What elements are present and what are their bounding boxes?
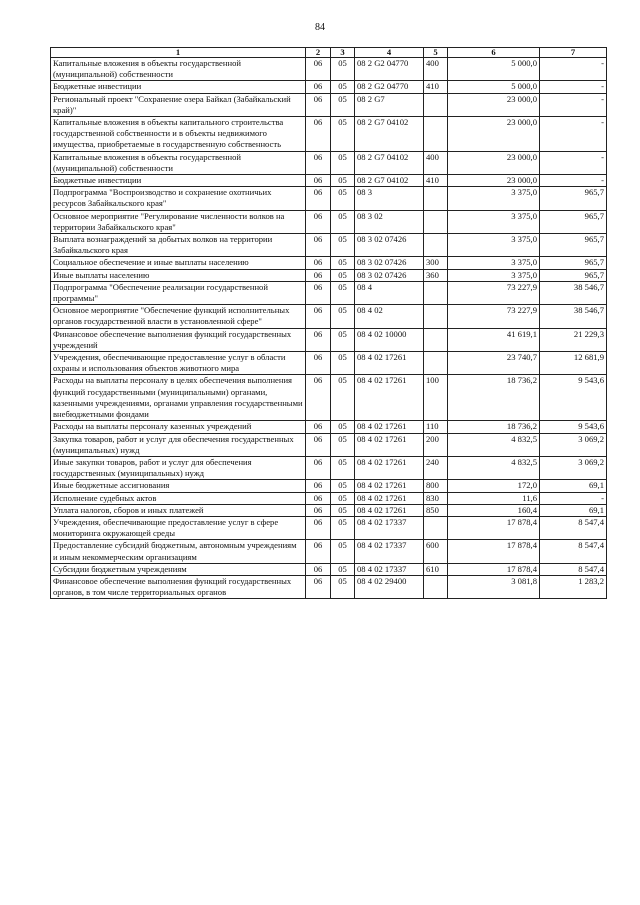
executed-amount-cell: 965,7 (540, 257, 607, 269)
row-name-cell: Исполнение судебных актов (51, 492, 306, 504)
row-name-cell: Бюджетные инвестиции (51, 175, 306, 187)
executed-amount-cell: 38 546,7 (540, 281, 607, 304)
section-code-cell: 06 (306, 151, 331, 174)
subsection-code-cell: 05 (331, 269, 355, 281)
table-row (51, 151, 607, 174)
table-row (51, 305, 607, 328)
target-article-cell: 08 4 02 17261 (355, 480, 424, 492)
target-article-cell: 08 4 02 17337 (355, 540, 424, 563)
column-header: 1 (51, 48, 306, 58)
target-article-cell: 08 4 02 17261 (355, 375, 424, 421)
executed-amount-cell: - (540, 175, 607, 187)
column-header: 2 (306, 48, 331, 58)
table-row (51, 93, 607, 116)
subsection-code-cell: 05 (331, 480, 355, 492)
target-article-cell: 08 4 02 17337 (355, 516, 424, 539)
target-article-cell: 08 3 02 07426 (355, 257, 424, 269)
executed-amount-cell: 38 546,7 (540, 305, 607, 328)
row-name-cell: Закупка товаров, работ и услуг для обеспечения государственных (муниципальных) нужд (51, 433, 306, 456)
table-row (51, 504, 607, 516)
executed-amount-cell: 69,1 (540, 504, 607, 516)
table-row (51, 281, 607, 304)
row-name-cell: Основное мероприятие "Обеспечение функций исполнительных органов государственной власти в установленной сфере" (51, 305, 306, 328)
row-name-cell: Региональный проект "Сохранение озера Байкал (Забайкальский край)" (51, 93, 306, 116)
table-row (51, 575, 607, 598)
section-code-cell: 06 (306, 375, 331, 421)
section-code-cell: 06 (306, 516, 331, 539)
executed-amount-cell: - (540, 81, 607, 93)
budget-table (50, 47, 607, 599)
planned-amount-cell: 17 878,4 (448, 516, 540, 539)
executed-amount-cell: 9 543,6 (540, 421, 607, 433)
row-name-cell: Уплата налогов, сборов и иных платежей (51, 504, 306, 516)
subsection-code-cell: 05 (331, 516, 355, 539)
subsection-code-cell: 05 (331, 375, 355, 421)
executed-amount-cell: 8 547,4 (540, 563, 607, 575)
subsection-code-cell: 05 (331, 504, 355, 516)
expense-type-cell (424, 281, 448, 304)
executed-amount-cell: 3 069,2 (540, 456, 607, 479)
section-code-cell: 06 (306, 352, 331, 375)
expense-type-cell: 100 (424, 375, 448, 421)
target-article-cell: 08 4 02 17261 (355, 492, 424, 504)
executed-amount-cell: - (540, 492, 607, 504)
table-row (51, 187, 607, 210)
target-article-cell: 08 3 02 07426 (355, 269, 424, 281)
planned-amount-cell: 3 375,0 (448, 257, 540, 269)
planned-amount-cell: 18 736,2 (448, 421, 540, 433)
row-name-cell: Иные закупки товаров, работ и услуг для обеспечения государственных (муниципальных) нужд (51, 456, 306, 479)
target-article-cell: 08 3 02 07426 (355, 234, 424, 257)
table-row (51, 492, 607, 504)
expense-type-cell (424, 575, 448, 598)
executed-amount-cell: - (540, 151, 607, 174)
row-name-cell: Финансовое обеспечение выполнения функций государственных учреждений (51, 328, 306, 351)
table-row (51, 421, 607, 433)
table-row (51, 563, 607, 575)
executed-amount-cell: 12 681,9 (540, 352, 607, 375)
planned-amount-cell: 73 227,9 (448, 305, 540, 328)
subsection-code-cell: 05 (331, 328, 355, 351)
executed-amount-cell: - (540, 93, 607, 116)
subsection-code-cell: 05 (331, 492, 355, 504)
planned-amount-cell: 160,4 (448, 504, 540, 516)
table-row (51, 210, 607, 233)
row-name-cell: Субсидии бюджетным учреждениям (51, 563, 306, 575)
row-name-cell: Финансовое обеспечение выполнения функций государственных органов, в том числе территориальных органов (51, 575, 306, 598)
row-name-cell: Капитальные вложения в объекты государственной (муниципальной) собственности (51, 151, 306, 174)
expense-type-cell: 610 (424, 563, 448, 575)
expense-type-cell: 200 (424, 433, 448, 456)
row-name-cell: Расходы на выплаты персоналу казенных учреждений (51, 421, 306, 433)
executed-amount-cell: 1 283,2 (540, 575, 607, 598)
row-name-cell: Предоставление субсидий бюджетным, автономным учреждениям и иным некоммерческим организациям (51, 540, 306, 563)
target-article-cell: 08 2 G7 04102 (355, 151, 424, 174)
table-row (51, 328, 607, 351)
section-code-cell: 06 (306, 281, 331, 304)
section-code-cell: 06 (306, 175, 331, 187)
expense-type-cell (424, 117, 448, 152)
subsection-code-cell: 05 (331, 81, 355, 93)
table-row (51, 257, 607, 269)
executed-amount-cell: 8 547,4 (540, 540, 607, 563)
table-row (51, 175, 607, 187)
section-code-cell: 06 (306, 540, 331, 563)
planned-amount-cell: 17 878,4 (448, 563, 540, 575)
subsection-code-cell: 05 (331, 456, 355, 479)
executed-amount-cell: 9 543,6 (540, 375, 607, 421)
section-code-cell: 06 (306, 328, 331, 351)
table-row (51, 234, 607, 257)
table-row (51, 540, 607, 563)
expense-type-cell: 110 (424, 421, 448, 433)
section-code-cell: 06 (306, 433, 331, 456)
expense-type-cell: 800 (424, 480, 448, 492)
expense-type-cell: 240 (424, 456, 448, 479)
table-row (51, 269, 607, 281)
planned-amount-cell: 3 375,0 (448, 234, 540, 257)
target-article-cell: 08 4 02 29400 (355, 575, 424, 598)
executed-amount-cell: 21 229,3 (540, 328, 607, 351)
subsection-code-cell: 05 (331, 58, 355, 81)
row-name-cell: Подпрограмма "Обеспечение реализации государственной программы" (51, 281, 306, 304)
target-article-cell: 08 4 02 17261 (355, 504, 424, 516)
executed-amount-cell: - (540, 58, 607, 81)
executed-amount-cell: 8 547,4 (540, 516, 607, 539)
expense-type-cell: 360 (424, 269, 448, 281)
target-article-cell: 08 3 02 (355, 210, 424, 233)
table-row (51, 516, 607, 539)
subsection-code-cell: 05 (331, 257, 355, 269)
planned-amount-cell: 11,6 (448, 492, 540, 504)
expense-type-cell: 300 (424, 257, 448, 269)
expense-type-cell (424, 305, 448, 328)
row-name-cell: Основное мероприятие "Регулирование численности волков на территории Забайкальского края" (51, 210, 306, 233)
planned-amount-cell: 4 832,5 (448, 456, 540, 479)
subsection-code-cell: 05 (331, 281, 355, 304)
expense-type-cell (424, 187, 448, 210)
planned-amount-cell: 172,0 (448, 480, 540, 492)
section-code-cell: 06 (306, 269, 331, 281)
column-header: 4 (355, 48, 424, 58)
planned-amount-cell: 4 832,5 (448, 433, 540, 456)
target-article-cell: 08 3 (355, 187, 424, 210)
target-article-cell: 08 4 02 17261 (355, 421, 424, 433)
table-row (51, 58, 607, 81)
expense-type-cell: 850 (424, 504, 448, 516)
row-name-cell: Учреждения, обеспечивающие предоставление услуг в сфере мониторинга окружающей среды (51, 516, 306, 539)
row-name-cell: Иные бюджетные ассигнования (51, 480, 306, 492)
table-header-row (51, 48, 607, 58)
row-name-cell: Учреждения, обеспечивающие предоставление услуг в области охраны и использования объектов животного мира (51, 352, 306, 375)
planned-amount-cell: 23 000,0 (448, 175, 540, 187)
expense-type-cell: 400 (424, 151, 448, 174)
subsection-code-cell: 05 (331, 151, 355, 174)
table-row (51, 352, 607, 375)
table-body (51, 58, 607, 599)
planned-amount-cell: 3 375,0 (448, 269, 540, 281)
section-code-cell: 06 (306, 187, 331, 210)
row-name-cell: Выплата вознаграждений за добытых волков на территории Забайкальского края (51, 234, 306, 257)
target-article-cell: 08 4 02 10000 (355, 328, 424, 351)
target-article-cell: 08 4 02 (355, 305, 424, 328)
expense-type-cell: 830 (424, 492, 448, 504)
subsection-code-cell: 05 (331, 352, 355, 375)
planned-amount-cell: 23 740,7 (448, 352, 540, 375)
table-row (51, 375, 607, 421)
expense-type-cell: 410 (424, 175, 448, 187)
row-name-cell: Расходы на выплаты персоналу в целях обеспечения выполнения функций государственными (муниципальными) органами, казенными учреждениями, органами управления государственными внебюджетными фондами (51, 375, 306, 421)
section-code-cell: 06 (306, 210, 331, 233)
expense-type-cell (424, 516, 448, 539)
row-name-cell: Иные выплаты населению (51, 269, 306, 281)
planned-amount-cell: 73 227,9 (448, 281, 540, 304)
subsection-code-cell: 05 (331, 540, 355, 563)
table-row (51, 480, 607, 492)
page-number: 84 (315, 22, 325, 33)
subsection-code-cell: 05 (331, 234, 355, 257)
section-code-cell: 06 (306, 563, 331, 575)
executed-amount-cell: 965,7 (540, 187, 607, 210)
subsection-code-cell: 05 (331, 563, 355, 575)
section-code-cell: 06 (306, 456, 331, 479)
expense-type-cell: 410 (424, 81, 448, 93)
section-code-cell: 06 (306, 480, 331, 492)
section-code-cell: 06 (306, 421, 331, 433)
target-article-cell: 08 4 (355, 281, 424, 304)
expense-type-cell: 400 (424, 58, 448, 81)
column-header: 7 (540, 48, 607, 58)
section-code-cell: 06 (306, 117, 331, 152)
subsection-code-cell: 05 (331, 187, 355, 210)
section-code-cell: 06 (306, 305, 331, 328)
row-name-cell: Подпрограмма "Воспроизводство и сохранение охотничьих ресурсов Забайкальского края" (51, 187, 306, 210)
table-row (51, 456, 607, 479)
subsection-code-cell: 05 (331, 93, 355, 116)
planned-amount-cell: 3 375,0 (448, 187, 540, 210)
planned-amount-cell: 5 000,0 (448, 81, 540, 93)
row-name-cell: Социальное обеспечение и иные выплаты населению (51, 257, 306, 269)
planned-amount-cell: 23 000,0 (448, 93, 540, 116)
target-article-cell: 08 4 02 17261 (355, 433, 424, 456)
column-header: 5 (424, 48, 448, 58)
target-article-cell: 08 2 G2 04770 (355, 58, 424, 81)
row-name-cell: Бюджетные инвестиции (51, 81, 306, 93)
target-article-cell: 08 2 G7 04102 (355, 117, 424, 152)
section-code-cell: 06 (306, 81, 331, 93)
subsection-code-cell: 05 (331, 305, 355, 328)
expense-type-cell (424, 93, 448, 116)
target-article-cell: 08 2 G2 04770 (355, 81, 424, 93)
planned-amount-cell: 3 375,0 (448, 210, 540, 233)
planned-amount-cell: 23 000,0 (448, 151, 540, 174)
planned-amount-cell: 3 081,8 (448, 575, 540, 598)
planned-amount-cell: 41 619,1 (448, 328, 540, 351)
target-article-cell: 08 4 02 17337 (355, 563, 424, 575)
subsection-code-cell: 05 (331, 210, 355, 233)
target-article-cell: 08 4 02 17261 (355, 456, 424, 479)
expense-type-cell (424, 328, 448, 351)
column-header: 6 (448, 48, 540, 58)
executed-amount-cell: 965,7 (540, 234, 607, 257)
executed-amount-cell: - (540, 117, 607, 152)
planned-amount-cell: 5 000,0 (448, 58, 540, 81)
expense-type-cell (424, 234, 448, 257)
subsection-code-cell: 05 (331, 575, 355, 598)
target-article-cell: 08 2 G7 (355, 93, 424, 116)
table-row (51, 117, 607, 152)
subsection-code-cell: 05 (331, 421, 355, 433)
section-code-cell: 06 (306, 575, 331, 598)
expense-type-cell (424, 352, 448, 375)
row-name-cell: Капитальные вложения в объекты капитального строительства государственной собственности и в объекты недвижимого имущества, приобретаемые в государственную собственность (51, 117, 306, 152)
executed-amount-cell: 965,7 (540, 210, 607, 233)
target-article-cell: 08 4 02 17261 (355, 352, 424, 375)
section-code-cell: 06 (306, 234, 331, 257)
section-code-cell: 06 (306, 257, 331, 269)
planned-amount-cell: 18 736,2 (448, 375, 540, 421)
section-code-cell: 06 (306, 93, 331, 116)
executed-amount-cell: 69,1 (540, 480, 607, 492)
section-code-cell: 06 (306, 492, 331, 504)
table-row (51, 81, 607, 93)
subsection-code-cell: 05 (331, 175, 355, 187)
expense-type-cell: 600 (424, 540, 448, 563)
executed-amount-cell: 3 069,2 (540, 433, 607, 456)
section-code-cell: 06 (306, 504, 331, 516)
subsection-code-cell: 05 (331, 117, 355, 152)
planned-amount-cell: 23 000,0 (448, 117, 540, 152)
executed-amount-cell: 965,7 (540, 269, 607, 281)
table-row (51, 433, 607, 456)
target-article-cell: 08 2 G7 04102 (355, 175, 424, 187)
subsection-code-cell: 05 (331, 433, 355, 456)
column-header: 3 (331, 48, 355, 58)
planned-amount-cell: 17 878,4 (448, 540, 540, 563)
expense-type-cell (424, 210, 448, 233)
section-code-cell: 06 (306, 58, 331, 81)
row-name-cell: Капитальные вложения в объекты государственной (муниципальной) собственности (51, 58, 306, 81)
